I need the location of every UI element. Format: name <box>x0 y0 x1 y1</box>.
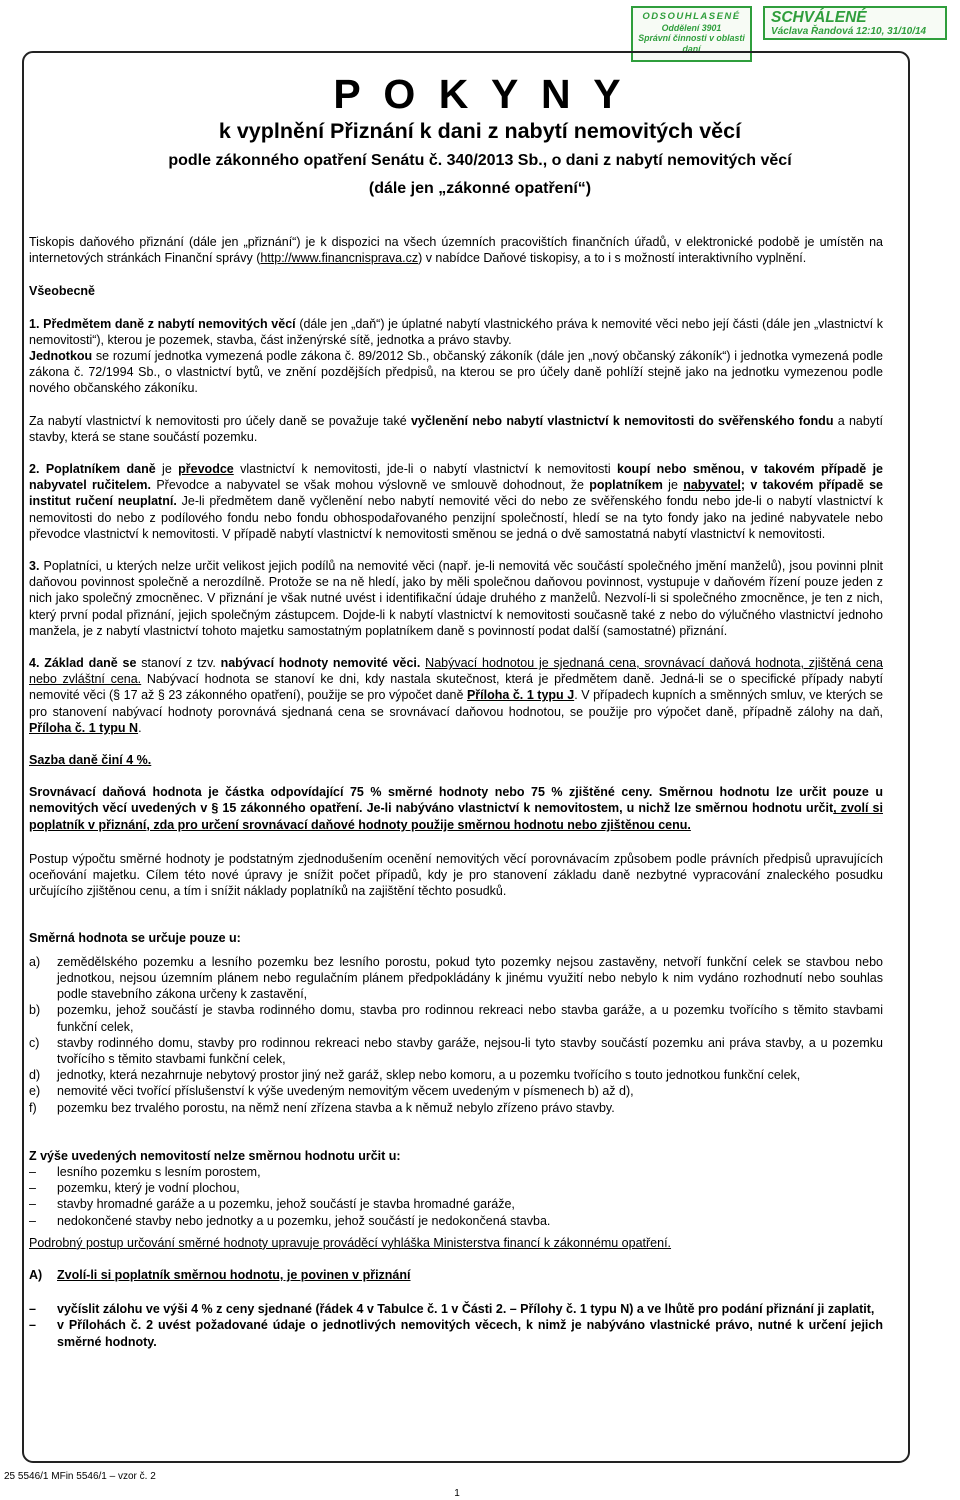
list-item <box>29 1196 883 1212</box>
paragraph-1b <box>29 413 883 445</box>
list-item <box>29 1035 883 1067</box>
p4-text-4: . <box>138 720 142 735</box>
intro-text: Tiskopis daňového přiznání (dále jen „přiznání“) je k dispozici na všech územních pracovištích finančních úřadů, v elektronické podobě je umístěn na internetových stránkách Finanční správy ( <box>29 235 883 266</box>
approval-stamp-schvalene <box>763 6 947 40</box>
list-marker: b) <box>29 1003 41 1018</box>
list-marker: – <box>29 1181 36 1196</box>
list-item <box>29 1002 883 1034</box>
list-item-text: pozemku, který je vodní plochou, <box>57 1181 240 1196</box>
paragraph-number: 3. <box>29 559 40 574</box>
list-marker: – <box>29 1197 36 1212</box>
p4-priloha-j: Příloha č. 1 typu J <box>466 688 575 703</box>
stamp-schvalene-signer: Václava Řandová 12:10, 31/10/14 <box>771 26 927 37</box>
paragraph-number: 2. <box>29 462 40 477</box>
financni-sprava-link[interactable]: http://www.financnisprava.cz <box>260 251 419 266</box>
list-item-text: vyčíslit zálohu ve výši 4 % z ceny sjednané (řádek 4 v Tabulce č. 1 v Části 2. – Přílohy č. 1 typu N) a ve lhůtě pro podání přiznání ji zaplatit, <box>57 1302 875 1317</box>
stamp-odsouhlasene-title: ODSOUHLASENÉ <box>642 11 741 22</box>
list-item <box>29 1067 883 1083</box>
list-marker: d) <box>29 1068 41 1083</box>
p2-underline-prevodce: převodce <box>178 462 234 477</box>
tax-rate: Sazba daně činí 4 %. <box>29 753 152 768</box>
p2-text-2: vlastnictví k nemovitosti, jde-li o nabytí vlastnictví k nemovitosti <box>233 462 617 477</box>
legal-basis-short: (dále jen „zákonné opatření“) <box>368 180 592 197</box>
list-marker: – <box>29 1164 36 1179</box>
paragraph-srovnavaci-hodnota <box>29 784 883 833</box>
p1b-text-end: a nabytí stavby, která se stane součástí pozemku. <box>29 413 884 444</box>
page-number: 1 <box>454 1488 460 1499</box>
nelze-urcit-list <box>29 1164 883 1229</box>
list-marker: – <box>29 1318 36 1333</box>
legal-basis: podle zákonného opatření Senátu č. 340/2013 Sb., o dani z nabytí nemovitých věcí <box>168 152 792 169</box>
p2-text-5: Je-li předmětem daně vyčlenění nebo nabytí nemovité věci do nebo ze svěřenského fondu nebo jde-li o nabytí vlastnictví k nemovitosti do nebo z podílového fondu nebo fondu obhospodařovaného penzijní společností, hledí se na tyto fondy jako na jediné nabyvatele nebo převodce vlastnictví k nemovitosti. V případě nabytí vlastnictví k nemovitosti směnou se jedná o dvě samostatná nabytí vlastnictví k nemovitosti. <box>29 494 883 541</box>
list-item-text: v Přílohách č. 2 uvést požadované údaje o jednotlivých nemovitých věcech, k nimž je nabýváno vlastnické právo, nutné k určení jejich směrné hodnoty. <box>57 1318 883 1349</box>
p4-text-2: Nabývací hodnota se stanoví ke dni, kdy nastala skutečnost, která je předmětem daně. Jedná-li se o specifické případy nabytí nemovité věci (§ 17 až § 23 zákonného opatření), použije se pro výpočet daně <box>29 672 883 703</box>
stamp-odsouhlasene-desc: Správní činnosti v oblasti <box>638 33 745 43</box>
nelze-urcit-title: Z výše uvedených nemovitostí nelze směrnou hodnotu určit u: <box>29 1148 401 1163</box>
p2-underline-nabyvatel: nabyvatel <box>683 478 741 493</box>
intro-text-end: ) v nabídce Daňové tiskopisy, a to i s možností interaktivního vyplnění. <box>418 251 807 266</box>
form-identifier: 25 5546/1 MFin 5546/1 – vzor č. 2 <box>4 1471 156 1482</box>
list-marker: c) <box>29 1035 40 1050</box>
list-marker: – <box>29 1213 36 1228</box>
list-marker: a) <box>29 954 41 969</box>
list-item-text: nedokončené stavby nebo jednotky a u pozemku, jehož součástí je nedokončená stavba. <box>57 1213 551 1228</box>
p1-text: (dále jen „daň“) je úplatné nabytí vlastnického práva k nemovité věci nebo její části (dále jen „vlastnictví k nemovitosti“), kterou je pozemek, stavba, část inženýrské sítě, jednotka a právo stavby. <box>29 316 883 347</box>
list-item-text: nemovité věci tvořící příslušenství k výše uvedeným nemovitým věcem uvedeným v písmenech b) až d), <box>57 1084 634 1099</box>
p4-text: stanoví z tzv. <box>136 656 221 671</box>
p2-bold: Poplatníkem daně <box>45 462 156 477</box>
section-a-list <box>29 1301 883 1350</box>
p2-bold-4: ; v takovém případě se institut ručení neuplatní. <box>29 478 883 509</box>
section-a-title: Zvolí-li si poplatník směrnou hodnotu, je povinen v přiznání <box>57 1267 411 1282</box>
p2-text-3: Převodce a nabyvatel se však mohou výslovně ve smlouvě dohodnout, že <box>151 478 590 493</box>
p4-bold-2: nabývací hodnoty nemovité věci. <box>220 656 421 671</box>
p3-text: Poplatníci, u kterých nelze určit velikost jejich podílů na nemovité věci (např. je-li nemovitá věc součástí společného jmění manželů), jsou povinni plnit daňovou povinnost společně a nerozdílně. Protože se na ně hledí, jako by měli společnou daňovou povinnost, vystupuje v daňovém řízení pouze jeden z nich jako společný zmocněnec. V přiznání je však nutné uvést i identifikační údaje druhého z manželů. Nezvolí-li si společného zmocněnce, je ten z nich, který první podal přiznání, jejich společným zástupcem. Dojde-li k nabytí vlastnictví k nemovitosti současně také z nebo do výlučného vlastnictví jednoho manžela, je z nabytí vlastnictví tohoto majetku samostatným poplatníkem daně s povinností podat další (samostatné) přiznání. <box>29 559 883 638</box>
list-marker: f) <box>29 1100 37 1115</box>
p2-bold-2: koupí nebo směnou, v takovém případě je nabyvatel ručitelem. <box>29 462 883 493</box>
p1b-text: Za nabytí vlastnictví k nemovitosti pro účely daně se považuje také <box>29 413 411 428</box>
paragraph-number: 4. <box>29 656 40 671</box>
list-item <box>29 1317 883 1349</box>
list-item <box>29 1083 883 1099</box>
intro-paragraph <box>29 234 883 266</box>
list-item-text: pozemku bez trvalého porostu, na němž není zřízena stavba a k němuž nebylo zřízeno právo stavby. <box>57 1100 615 1115</box>
list-item <box>29 1213 883 1229</box>
paragraph-number: 1. <box>29 316 40 331</box>
list-item <box>29 954 883 1003</box>
p4-priloha-n: Příloha č. 1 typu N <box>29 720 139 735</box>
srovn-underline: , zvolí si poplatník v přiznání, zda pro určení srovnávací daňové hodnoty použije směrnou hodnotu nebo zjištěnou cenu. <box>29 801 883 832</box>
srovn-text: Srovnávací daňová hodnota je částka odpovídající 75 % směrné hodnoty nebo 75 % zjištěné ceny. Směrnou hodnotu lze určit pouze u nemovitých věcí uvedených v § 15 zákonného opatření. Je-li nabýváno vlastnictví k nemovitostem, u nichž lze směrnou hodnotu určit <box>29 785 883 816</box>
list-item <box>29 1180 883 1196</box>
p1b-bold: vyčlenění nebo nabytí vlastnictví k nemovitosti do svěřenského fondu <box>410 413 834 428</box>
paragraph-postup: Postup výpočtu směrné hodnoty je podstatným zjednodušením ocenění nemovitých věcí porovnávacím způsobem podle právních předpisů upravujících oceňování majetku. Cílem této nové úpravy je snížit počet případů, kdy je pro stanovení základu daně nezbytné vypracování znaleckého posudku určujícího zjištěnou cenu, a tím i snížit náklady poplatníků na zajištění těchto posudků. <box>29 851 883 899</box>
list-item <box>29 1100 883 1116</box>
list-item-text: stavby rodinného domu, stavby pro rodinnou rekreaci nebo stavby garáže, nejsou-li tyto stavby součástí pozemku ani práva stavby, a u pozemku tvořícího s těmito stavbami funkční celek, <box>57 1035 883 1066</box>
p4-text-3: . V případech kupních a směnných smluv, ve kterých se pro stanovení nabývací hodnoty porovnává sjednaná cena se srovnávací daňovou hodnotou, se použije pro výpočet daně, případně zálohy na daň, <box>29 688 883 719</box>
p1-text-jednotka: se rozumí jednotka vymezená podle zákona č. 89/2012 Sb., občanský zákoník (dále jen „nový občanský zákoník“) i jednotka vymezená podle zákona č. 72/1994 Sb., o vlastnictví bytů, ve znění pozdějších předpisů, na kterou se pro účely daně pohlíží stejně jako na jednotku vymezenou podle nového občanského zákoníku. <box>29 349 883 396</box>
list-item-text: pozemku, jehož součástí je stavba rodinného domu, stavba pro rodinnou rekreaci nebo stavba garáže, a u pozemku tvořícího s těmito stavbami funkční celek, <box>57 1003 883 1034</box>
p4-underline: Nabývací hodnotou je sjednaná cena, srovnávací daňová hodnota, zjištěná cena nebo zvláštní cena. <box>29 656 883 687</box>
p4-bold: Základ daně se <box>44 656 137 671</box>
stamp-odsouhlasene-desc2: daní <box>682 43 701 54</box>
smerna-hodnota-list <box>29 954 883 1116</box>
stamp-odsouhlasene-dept: Oddělení 3901 <box>661 22 722 33</box>
paragraph-1 <box>29 316 883 397</box>
paragraph-2 <box>29 461 883 542</box>
section-title-vseobecne: Všeobecně <box>29 284 96 299</box>
smerna-hodnota-title: Směrná hodnota se určuje pouze u: <box>29 930 241 945</box>
podrobny-postup: Podrobný postup určování směrné hodnoty upravuje prováděcí vyhláška Ministerstva financí k zákonnému opatření. <box>29 1235 672 1250</box>
list-marker: – <box>29 1302 36 1317</box>
p2-bold-3: poplatníkem <box>589 478 663 493</box>
p2-text: je <box>155 462 179 477</box>
paragraph-3 <box>29 558 883 639</box>
list-item <box>29 1164 883 1180</box>
p1-bold-jednotka: Jednotkou <box>29 349 93 364</box>
list-item-text: lesního pozemku s lesním porostem, <box>57 1164 261 1179</box>
list-item-text: jednotky, která nezahrnuje nebytový prostor jiný než garáž, sklep nebo komoru, a u pozemku tvořícího s touto jednotkou funkční celek, <box>57 1068 801 1083</box>
paragraph-4 <box>29 655 883 736</box>
list-item <box>29 1301 883 1317</box>
list-item-text: zemědělského pozemku a lesního pozemku bez lesního porostu, pokud tyto pozemky nejsou zastavěny, netvoří funkční celek se stavbou nebo jednotkou, nejsou územním plánem nebo regulačním plánem předpokládány k jinému využití nebo nebylo k nim vydáno rozhodnutí nebo souhlas podle stavebního zákona určeny k zastavění, <box>57 954 883 1002</box>
page-title: P O K Y N Y <box>333 71 627 117</box>
p1-bold: Předmětem daně z nabytí nemovitých věcí <box>43 316 296 331</box>
document-body <box>29 234 883 1350</box>
list-marker: e) <box>29 1084 41 1099</box>
stamp-schvalene-title: SCHVÁLENÉ <box>771 9 867 26</box>
section-a-label: A) <box>29 1267 43 1282</box>
page-subtitle: k vyplnění Přiznání k dani z nabytí nemovitých věcí <box>218 119 742 143</box>
section-a-heading <box>29 1267 883 1283</box>
list-item-text: stavby hromadné garáže a u pozemku, jehož součástí je stavba hromadné garáže, <box>57 1197 515 1212</box>
p2-text-4: je <box>662 478 684 493</box>
